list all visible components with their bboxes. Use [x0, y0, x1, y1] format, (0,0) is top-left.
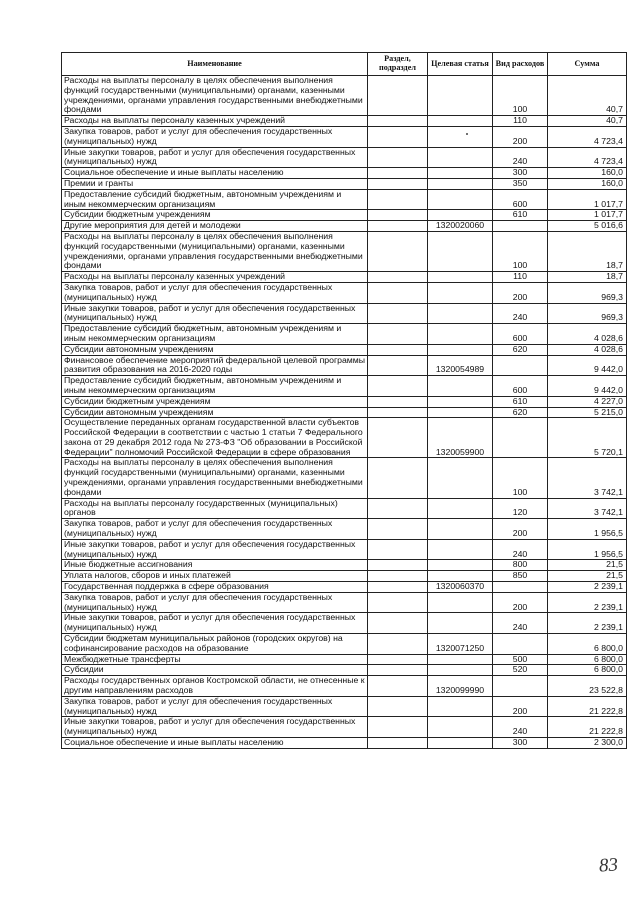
cell-target [428, 147, 493, 168]
cell-kind: 610 [493, 396, 548, 407]
cell-sum: 40,7 [548, 76, 627, 116]
cell-kind: 300 [493, 738, 548, 749]
cell-sum: 5 016,6 [548, 221, 627, 232]
cell-section [368, 376, 428, 397]
cell-kind: 120 [493, 498, 548, 519]
cell-target [428, 654, 493, 665]
cell-kind: 620 [493, 344, 548, 355]
table-row [62, 189, 627, 210]
cell-section [368, 210, 428, 221]
cell-kind: 240 [493, 539, 548, 560]
cell-target [428, 717, 493, 738]
cell-section [368, 168, 428, 179]
cell-name: Другие мероприятия для детей и молодежи [62, 221, 368, 232]
cell-target [428, 168, 493, 179]
table-row [62, 519, 627, 540]
table-header-row [62, 53, 627, 76]
cell-sum: 160,0 [548, 178, 627, 189]
cell-kind: 300 [493, 168, 548, 179]
cell-sum: 6 800,0 [548, 654, 627, 665]
cell-sum: 1 017,7 [548, 189, 627, 210]
cell-name: Расходы на выплаты персоналу государственных (муниципальных) органов [62, 498, 368, 519]
pen-mark [466, 133, 468, 135]
cell-name: Социальное обеспечение и иные выплаты населению [62, 168, 368, 179]
cell-kind: 240 [493, 613, 548, 634]
cell-sum: 969,3 [548, 303, 627, 324]
cell-section [368, 126, 428, 147]
cell-target [428, 210, 493, 221]
cell-sum: 4 723,4 [548, 147, 627, 168]
table-row [62, 592, 627, 613]
cell-sum: 6 800,0 [548, 634, 627, 655]
table-row [62, 210, 627, 221]
cell-kind: 200 [493, 126, 548, 147]
cell-target [428, 116, 493, 127]
cell-kind: 110 [493, 272, 548, 283]
cell-kind [493, 221, 548, 232]
cell-sum: 5 215,0 [548, 407, 627, 418]
cell-name: Закупка товаров, работ и услуг для обеспечения государственных (муниципальных) нужд [62, 126, 368, 147]
table-row [62, 76, 627, 116]
cell-name: Иные бюджетные ассигнования [62, 560, 368, 571]
cell-name: Межбюджетные трансферты [62, 654, 368, 665]
cell-sum: 3 742,1 [548, 458, 627, 498]
cell-target [428, 458, 493, 498]
cell-name: Субсидии [62, 665, 368, 676]
table-row [62, 272, 627, 283]
cell-kind: 350 [493, 178, 548, 189]
cell-name: Предоставление субсидий бюджетным, автономным учреждениям и иным некоммерческим организациям [62, 324, 368, 345]
cell-sum: 2 300,0 [548, 738, 627, 749]
cell-kind: 610 [493, 210, 548, 221]
cell-section [368, 519, 428, 540]
cell-sum: 160,0 [548, 168, 627, 179]
budget-table [61, 52, 627, 749]
cell-target: 1320020060 [428, 221, 493, 232]
cell-kind: 600 [493, 189, 548, 210]
cell-name: Иные закупки товаров, работ и услуг для обеспечения государственных (муниципальных) нужд [62, 147, 368, 168]
cell-section [368, 272, 428, 283]
cell-sum: 3 742,1 [548, 498, 627, 519]
cell-name: Субсидии бюджетам муниципальных районов (городских округов) на софинансирование расходов на образование [62, 634, 368, 655]
cell-sum: 2 239,1 [548, 592, 627, 613]
table-row [62, 738, 627, 749]
cell-name: Закупка товаров, работ и услуг для обеспечения государственных (муниципальных) нужд [62, 592, 368, 613]
cell-name: Социальное обеспечение и иные выплаты населению [62, 738, 368, 749]
header-kind: Вид расходов [493, 53, 548, 76]
cell-sum: 9 442,0 [548, 355, 627, 376]
cell-target [428, 324, 493, 345]
cell-section [368, 560, 428, 571]
cell-sum: 21,5 [548, 571, 627, 582]
cell-name: Закупка товаров, работ и услуг для обеспечения государственных (муниципальных) нужд [62, 696, 368, 717]
cell-kind: 600 [493, 324, 548, 345]
cell-target [428, 282, 493, 303]
header-sum: Сумма [548, 53, 627, 76]
cell-sum: 4 723,4 [548, 126, 627, 147]
table-row [62, 418, 627, 458]
cell-section [368, 696, 428, 717]
table-row [62, 458, 627, 498]
cell-section [368, 676, 428, 697]
cell-section [368, 654, 428, 665]
cell-kind: 500 [493, 654, 548, 665]
cell-target: 1320059900 [428, 418, 493, 458]
cell-kind: 600 [493, 376, 548, 397]
cell-kind: 850 [493, 571, 548, 582]
cell-kind: 240 [493, 717, 548, 738]
cell-kind: 100 [493, 231, 548, 271]
cell-section [368, 231, 428, 271]
cell-kind [493, 676, 548, 697]
cell-name: Расходы на выплаты персоналу казенных учреждений [62, 272, 368, 283]
table-row [62, 665, 627, 676]
cell-section [368, 458, 428, 498]
cell-sum: 40,7 [548, 116, 627, 127]
cell-section [368, 147, 428, 168]
cell-target [428, 592, 493, 613]
cell-section [368, 344, 428, 355]
cell-kind: 800 [493, 560, 548, 571]
cell-name: Субсидии автономным учреждениям [62, 407, 368, 418]
cell-target [428, 738, 493, 749]
table-row [62, 168, 627, 179]
cell-name: Закупка товаров, работ и услуг для обеспечения государственных (муниципальных) нужд [62, 519, 368, 540]
cell-section [368, 582, 428, 593]
table-row [62, 498, 627, 519]
cell-target [428, 498, 493, 519]
cell-target [428, 189, 493, 210]
table-row [62, 582, 627, 593]
page-number: 83 [598, 854, 619, 877]
cell-sum: 2 239,1 [548, 613, 627, 634]
table-row [62, 676, 627, 697]
cell-name: Уплата налогов, сборов и иных платежей [62, 571, 368, 582]
cell-name: Государственная поддержка в сфере образования [62, 582, 368, 593]
table-row [62, 654, 627, 665]
cell-sum: 18,7 [548, 272, 627, 283]
cell-kind: 100 [493, 76, 548, 116]
cell-target: 1320099990 [428, 676, 493, 697]
cell-target [428, 231, 493, 271]
cell-kind: 620 [493, 407, 548, 418]
cell-target [428, 539, 493, 560]
table-row [62, 126, 627, 147]
table-row [62, 696, 627, 717]
cell-name: Расходы государственных органов Костромской области, не отнесенные к другим направлениям расходов [62, 676, 368, 697]
cell-kind [493, 582, 548, 593]
cell-target [428, 303, 493, 324]
table-row [62, 344, 627, 355]
cell-name: Иные закупки товаров, работ и услуг для обеспечения государственных (муниципальных) нужд [62, 303, 368, 324]
cell-name: Предоставление субсидий бюджетным, автономным учреждениям и иным некоммерческим организациям [62, 376, 368, 397]
cell-kind: 520 [493, 665, 548, 676]
cell-section [368, 324, 428, 345]
table-row [62, 355, 627, 376]
table-row [62, 717, 627, 738]
cell-name: Финансовое обеспечение мероприятий федеральной целевой программы развития образования на 2016-2020 годы [62, 355, 368, 376]
table-row [62, 231, 627, 271]
cell-target [428, 665, 493, 676]
cell-kind: 200 [493, 696, 548, 717]
cell-name: Субсидии бюджетным учреждениям [62, 396, 368, 407]
cell-sum: 4 028,6 [548, 324, 627, 345]
cell-target: 1320060370 [428, 582, 493, 593]
cell-section [368, 665, 428, 676]
cell-sum: 9 442,0 [548, 376, 627, 397]
header-target: Целевая статья [428, 53, 493, 76]
cell-section [368, 189, 428, 210]
cell-kind [493, 355, 548, 376]
cell-section [368, 613, 428, 634]
cell-target [428, 272, 493, 283]
cell-kind: 240 [493, 303, 548, 324]
cell-name: Иные закупки товаров, работ и услуг для обеспечения государственных (муниципальных) нужд [62, 613, 368, 634]
cell-target [428, 126, 493, 147]
cell-section [368, 634, 428, 655]
header-name: Наименование [62, 53, 368, 76]
cell-name: Расходы на выплаты персоналу казенных учреждений [62, 116, 368, 127]
cell-name: Расходы на выплаты персоналу в целях обеспечения выполнения функций государственными (муниципальными) органами, казенными учреждениями, органами управления государственными внебюджетными фондами [62, 231, 368, 271]
cell-name: Осуществление переданных органам государственной власти субъектов Российской Федерации в соответствии с частью 1 статьи 7 Федерального закона от 29 декабря 2012 года № 273-ФЗ "Об образовании в Российской Федерации" полномочий Российской Федерации в сфере образования [62, 418, 368, 458]
cell-target [428, 613, 493, 634]
cell-name: Субсидии автономным учреждениям [62, 344, 368, 355]
cell-section [368, 396, 428, 407]
table-row [62, 396, 627, 407]
cell-name: Премии и гранты [62, 178, 368, 189]
table-row [62, 571, 627, 582]
cell-section [368, 717, 428, 738]
cell-sum: 969,3 [548, 282, 627, 303]
cell-kind [493, 418, 548, 458]
table-row [62, 324, 627, 345]
cell-kind: 110 [493, 116, 548, 127]
cell-target [428, 76, 493, 116]
cell-target [428, 571, 493, 582]
cell-target: 1320054989 [428, 355, 493, 376]
cell-name: Расходы на выплаты персоналу в целях обеспечения выполнения функций государственными (муниципальными) органами, казенными учреждениями, органами управления государственными внебюджетными фондами [62, 76, 368, 116]
table-body [62, 76, 627, 749]
cell-kind: 100 [493, 458, 548, 498]
cell-sum: 21 222,8 [548, 717, 627, 738]
table-row [62, 303, 627, 324]
cell-section [368, 303, 428, 324]
cell-section [368, 116, 428, 127]
cell-kind [493, 634, 548, 655]
cell-kind: 200 [493, 282, 548, 303]
header-section: Раздел, подраздел [368, 53, 428, 76]
cell-name: Закупка товаров, работ и услуг для обеспечения государственных (муниципальных) нужд [62, 282, 368, 303]
cell-sum: 2 239,1 [548, 582, 627, 593]
cell-target: 1320071250 [428, 634, 493, 655]
cell-section [368, 407, 428, 418]
cell-section [368, 738, 428, 749]
cell-target [428, 376, 493, 397]
cell-section [368, 221, 428, 232]
cell-kind: 200 [493, 519, 548, 540]
cell-section [368, 498, 428, 519]
cell-sum: 1 956,5 [548, 519, 627, 540]
cell-name: Расходы на выплаты персоналу в целях обеспечения выполнения функций государственными (муниципальными) органами, казенными учреждениями, органами управления государственными внебюджетными фондами [62, 458, 368, 498]
cell-section [368, 355, 428, 376]
table-row [62, 116, 627, 127]
table-row [62, 147, 627, 168]
cell-name: Иные закупки товаров, работ и услуг для обеспечения государственных (муниципальных) нужд [62, 717, 368, 738]
cell-sum: 18,7 [548, 231, 627, 271]
cell-sum: 6 800,0 [548, 665, 627, 676]
cell-sum: 5 720,1 [548, 418, 627, 458]
cell-kind: 240 [493, 147, 548, 168]
cell-name: Субсидии бюджетным учреждениям [62, 210, 368, 221]
cell-target [428, 344, 493, 355]
cell-sum: 21 222,8 [548, 696, 627, 717]
cell-target [428, 396, 493, 407]
table-row [62, 407, 627, 418]
table-row [62, 178, 627, 189]
cell-target [428, 407, 493, 418]
cell-sum: 4 028,6 [548, 344, 627, 355]
cell-target [428, 696, 493, 717]
cell-sum: 1 017,7 [548, 210, 627, 221]
table-row [62, 634, 627, 655]
cell-section [368, 571, 428, 582]
cell-section [368, 539, 428, 560]
table-row [62, 282, 627, 303]
cell-target [428, 519, 493, 540]
cell-section [368, 178, 428, 189]
cell-sum: 21,5 [548, 560, 627, 571]
table-row [62, 221, 627, 232]
cell-section [368, 592, 428, 613]
table-row [62, 539, 627, 560]
cell-name: Иные закупки товаров, работ и услуг для обеспечения государственных (муниципальных) нужд [62, 539, 368, 560]
cell-sum: 1 956,5 [548, 539, 627, 560]
table-row [62, 613, 627, 634]
cell-section [368, 76, 428, 116]
table-row [62, 560, 627, 571]
cell-name: Предоставление субсидий бюджетным, автономным учреждениям и иным некоммерческим организациям [62, 189, 368, 210]
cell-kind: 200 [493, 592, 548, 613]
cell-sum: 23 522,8 [548, 676, 627, 697]
cell-target [428, 178, 493, 189]
cell-sum: 4 227,0 [548, 396, 627, 407]
table-row [62, 376, 627, 397]
cell-section [368, 418, 428, 458]
cell-target [428, 560, 493, 571]
cell-section [368, 282, 428, 303]
